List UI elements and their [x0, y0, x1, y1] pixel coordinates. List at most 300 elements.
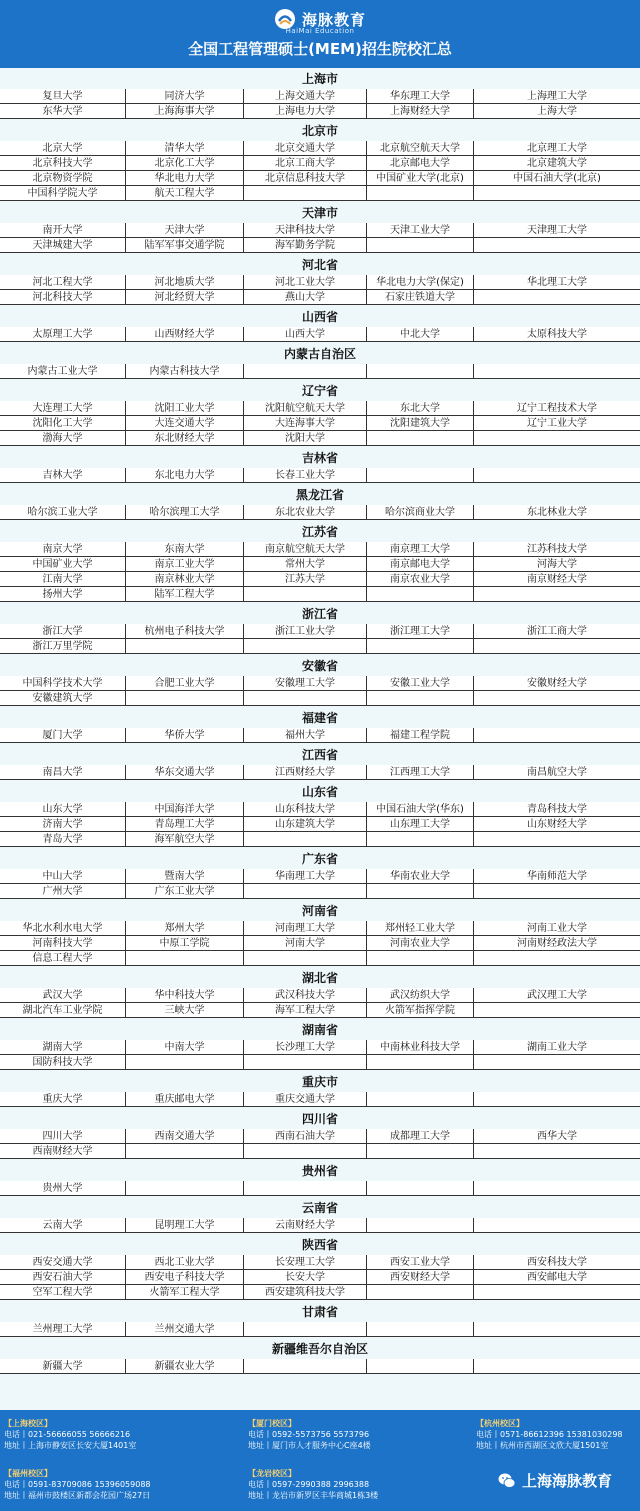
- school-cell: 东北大学: [367, 401, 473, 416]
- table-divider: [473, 364, 474, 379]
- school-cell: 重庆大学: [0, 1092, 125, 1107]
- empty-cell: [367, 587, 473, 602]
- school-cell: 辽宁工业大学: [474, 416, 640, 431]
- table-divider: [366, 921, 367, 966]
- office-name: 【上海校区】: [4, 1419, 52, 1428]
- school-cell: 华北水利水电大学: [0, 921, 125, 936]
- table-divider: [366, 141, 367, 201]
- table-divider: [366, 505, 367, 520]
- table-divider: [366, 1040, 367, 1070]
- school-cell: 济南大学: [0, 817, 125, 832]
- school-cell: 海军工程大学: [244, 1003, 366, 1018]
- school-cell: 南京财经大学: [474, 572, 640, 587]
- table-divider: [366, 364, 367, 379]
- school-cell: 暨南大学: [126, 869, 243, 884]
- school-cell: 兰州交通大学: [126, 1322, 243, 1337]
- table-divider: [473, 1092, 474, 1107]
- school-cell: 北京交通大学: [244, 141, 366, 156]
- wechat-icon: [498, 1472, 516, 1490]
- table-divider: [473, 676, 474, 706]
- region-header: 内蒙古自治区: [283, 347, 356, 361]
- table-divider: [366, 1322, 367, 1337]
- school-cell: 火箭军指挥学院: [367, 1003, 473, 1018]
- table-divider: [473, 869, 474, 899]
- empty-cell: [367, 1285, 473, 1300]
- empty-cell: [474, 951, 640, 966]
- empty-cell: [367, 1359, 473, 1374]
- school-cell: 大连交通大学: [126, 416, 243, 431]
- table-divider: [125, 364, 126, 379]
- school-cell: 西安交通大学: [0, 1255, 125, 1270]
- table-divider: [366, 869, 367, 899]
- school-cell: 安徽理工大学: [244, 676, 366, 691]
- region-header: 山东省: [301, 785, 338, 799]
- school-cell: 陆军工程大学: [126, 587, 243, 602]
- empty-cell: [367, 884, 473, 899]
- school-cell: 青岛理工大学: [126, 817, 243, 832]
- table-divider: [473, 1181, 474, 1196]
- school-cell: 浙江万里学院: [0, 639, 125, 654]
- table-divider: [473, 327, 474, 342]
- empty-cell: [474, 639, 640, 654]
- empty-cell: [367, 1055, 473, 1070]
- school-cell: 武汉纺织大学: [367, 988, 473, 1003]
- office-name: 【龙岩校区】: [248, 1469, 296, 1478]
- table-divider: [366, 1218, 367, 1233]
- school-cell: 西安建筑科技大学: [244, 1285, 366, 1300]
- region-header: 浙江省: [301, 607, 338, 621]
- school-cell: 中国科学院大学: [0, 186, 125, 201]
- school-cell: 广东工业大学: [126, 884, 243, 899]
- school-cell: 大连理工大学: [0, 401, 125, 416]
- school-cell: 沈阳大学: [244, 431, 366, 446]
- school-cell: 福建工程学院: [367, 728, 473, 743]
- school-cell: 西安工业大学: [367, 1255, 473, 1270]
- table-divider: [473, 1218, 474, 1233]
- school-cell: 东华大学: [0, 104, 125, 119]
- school-cell: 西安石油大学: [0, 1270, 125, 1285]
- school-cell: 新疆大学: [0, 1359, 125, 1374]
- table-divider: [366, 765, 367, 780]
- school-cell: 江苏科技大学: [474, 542, 640, 557]
- school-cell: 武汉大学: [0, 988, 125, 1003]
- school-cell: 常州大学: [244, 557, 366, 572]
- table-divider: [243, 1181, 244, 1196]
- empty-cell: [367, 468, 473, 483]
- school-cell: 中国矿业大学(北京): [367, 171, 473, 186]
- table-divider: [125, 1359, 126, 1374]
- office-name: 【厦门校区】: [248, 1419, 296, 1428]
- table-divider: [125, 765, 126, 780]
- school-cell: 三峡大学: [126, 1003, 243, 1018]
- school-cell: 太原理工大学: [0, 327, 125, 342]
- table-divider: [473, 1040, 474, 1070]
- school-cell: 新疆农业大学: [126, 1359, 243, 1374]
- header-banner: [0, 0, 640, 68]
- empty-cell: [367, 186, 473, 201]
- empty-cell: [474, 1285, 640, 1300]
- table-divider: [243, 89, 244, 119]
- school-cell: 北京工商大学: [244, 156, 366, 171]
- empty-cell: [367, 691, 473, 706]
- table-divider: [473, 1255, 474, 1300]
- empty-cell: [244, 1144, 366, 1159]
- school-cell: 华南师范大学: [474, 869, 640, 884]
- table-divider: [473, 275, 474, 305]
- empty-cell: [474, 1055, 640, 1070]
- table-divider: [366, 401, 367, 446]
- school-cell: 河北工业大学: [244, 275, 366, 290]
- school-cell: 浙江大学: [0, 624, 125, 639]
- school-cell: 江南大学: [0, 572, 125, 587]
- table-divider: [125, 401, 126, 446]
- table-divider: [366, 275, 367, 305]
- table-divider: [125, 223, 126, 253]
- table-divider: [243, 327, 244, 342]
- school-cell: 河海大学: [474, 557, 640, 572]
- school-cell: 河南科技大学: [0, 936, 125, 951]
- table-divider: [125, 1092, 126, 1107]
- table-divider: [366, 1181, 367, 1196]
- region-header: 重庆市: [301, 1075, 338, 1089]
- school-cell: 天津大学: [126, 223, 243, 238]
- office-address: 地址丨龙岩市新罗区丰华商城1栋3楼: [248, 1491, 379, 1500]
- school-cell: 山西财经大学: [126, 327, 243, 342]
- school-cell: 合肥工业大学: [126, 676, 243, 691]
- table-divider: [243, 869, 244, 899]
- table-divider: [366, 1255, 367, 1300]
- footer: [0, 1410, 640, 1511]
- table-divider: [125, 89, 126, 119]
- table-divider: [473, 1129, 474, 1159]
- empty-cell: [244, 1322, 366, 1337]
- table-divider: [125, 921, 126, 966]
- table-divider: [125, 728, 126, 743]
- table-divider: [366, 802, 367, 847]
- table-divider: [473, 542, 474, 602]
- school-cell: 沈阳建筑大学: [367, 416, 473, 431]
- school-cell: 长安理工大学: [244, 1255, 366, 1270]
- region-header: 湖南省: [301, 1023, 338, 1037]
- school-cell: 南京农业大学: [367, 572, 473, 587]
- school-cell: 武汉理工大学: [474, 988, 640, 1003]
- empty-cell: [244, 832, 366, 847]
- region-header: 山西省: [301, 310, 338, 324]
- table-divider: [125, 1255, 126, 1300]
- school-cell: 太原科技大学: [474, 327, 640, 342]
- school-cell: 山东理工大学: [367, 817, 473, 832]
- school-cell: 西安科技大学: [474, 1255, 640, 1270]
- empty-cell: [244, 884, 366, 899]
- empty-cell: [474, 431, 640, 446]
- empty-cell: [367, 951, 473, 966]
- empty-cell: [244, 639, 366, 654]
- school-cell: 北京理工大学: [474, 141, 640, 156]
- school-cell: 上海电力大学: [244, 104, 366, 119]
- region-header: 江西省: [301, 748, 338, 762]
- table-divider: [473, 401, 474, 446]
- table-divider: [243, 141, 244, 201]
- school-cell: 河南理工大学: [244, 921, 366, 936]
- office-address: 地址丨杭州市西湖区文欣大厦1501室: [476, 1441, 609, 1450]
- empty-cell: [126, 639, 243, 654]
- empty-cell: [126, 1181, 243, 1196]
- table-divider: [366, 1129, 367, 1159]
- empty-cell: [244, 1359, 366, 1374]
- table-divider: [125, 468, 126, 483]
- office-phone: 电话丨0597-2990388 2996388: [248, 1480, 370, 1489]
- school-cell: 中国科学技术大学: [0, 676, 125, 691]
- school-cell: 内蒙古工业大学: [0, 364, 125, 379]
- school-cell: 东北林业大学: [474, 505, 640, 520]
- school-cell: 陆军军事交通学院: [126, 238, 243, 253]
- page-title: 全国工程管理硕士(MEM)招生院校汇总: [188, 40, 452, 58]
- school-cell: 湖南工业大学: [474, 1040, 640, 1055]
- school-cell: 安徽财经大学: [474, 676, 640, 691]
- office-name: 【杭州校区】: [476, 1419, 524, 1428]
- table-divider: [473, 141, 474, 201]
- school-cell: 西安电子科技大学: [126, 1270, 243, 1285]
- region-header: 上海市: [301, 72, 338, 86]
- empty-cell: [474, 728, 640, 743]
- school-cell: 火箭军工程大学: [126, 1285, 243, 1300]
- school-cell: 辽宁工程技术大学: [474, 401, 640, 416]
- region-header: 湖北省: [301, 971, 338, 985]
- table-divider: [125, 1129, 126, 1159]
- school-cell: 湖南大学: [0, 1040, 125, 1055]
- office-phone: 电话丨0591-83709086 15396059088: [4, 1480, 151, 1489]
- school-cell: 云南财经大学: [244, 1218, 366, 1233]
- empty-cell: [367, 832, 473, 847]
- table-divider: [243, 624, 244, 654]
- table-divider: [125, 1040, 126, 1070]
- school-cell: 华北电力大学(保定): [367, 275, 473, 290]
- school-cell: 海军勤务学院: [244, 238, 366, 253]
- school-cell: 河北地质大学: [126, 275, 243, 290]
- school-cell: 沈阳工业大学: [126, 401, 243, 416]
- school-cell: 中北大学: [367, 327, 473, 342]
- school-cell: 北京大学: [0, 141, 125, 156]
- school-cell: 南开大学: [0, 223, 125, 238]
- school-cell: 浙江理工大学: [367, 624, 473, 639]
- school-cell: 江西理工大学: [367, 765, 473, 780]
- empty-cell: [126, 951, 243, 966]
- table-divider: [366, 728, 367, 743]
- school-cell: 燕山大学: [244, 290, 366, 305]
- school-cell: 西安财经大学: [367, 1270, 473, 1285]
- table-divider: [473, 624, 474, 654]
- school-cell: 贵州大学: [0, 1181, 125, 1196]
- table-divider: [366, 89, 367, 119]
- school-cell: 石家庄铁道大学: [367, 290, 473, 305]
- table-divider: [125, 624, 126, 654]
- table-divider: [243, 1092, 244, 1107]
- school-cell: 昆明理工大学: [126, 1218, 243, 1233]
- school-cell: 河南大学: [244, 936, 366, 951]
- region-header: 河北省: [301, 258, 338, 272]
- school-cell: 武汉科技大学: [244, 988, 366, 1003]
- empty-cell: [474, 884, 640, 899]
- empty-cell: [126, 1055, 243, 1070]
- school-cell: 南京理工大学: [367, 542, 473, 557]
- school-cell: 空军工程大学: [0, 1285, 125, 1300]
- school-cell: 华中科技大学: [126, 988, 243, 1003]
- school-cell: 北京科技大学: [0, 156, 125, 171]
- school-cell: 厦门大学: [0, 728, 125, 743]
- school-cell: 长沙理工大学: [244, 1040, 366, 1055]
- empty-cell: [474, 587, 640, 602]
- school-cell: 同济大学: [126, 89, 243, 104]
- school-cell: 国防科技大学: [0, 1055, 125, 1070]
- school-cell: 西北工业大学: [126, 1255, 243, 1270]
- region-header: 贵州省: [301, 1164, 338, 1178]
- table-divider: [243, 728, 244, 743]
- school-cell: 北京邮电大学: [367, 156, 473, 171]
- brand: [498, 1470, 612, 1491]
- logo-text: 海脉教育: [301, 10, 366, 29]
- office-fuzhou: [4, 1468, 151, 1501]
- school-cell: 大连海事大学: [244, 416, 366, 431]
- empty-cell: [367, 1181, 473, 1196]
- table-divider: [473, 468, 474, 483]
- school-cell: 四川大学: [0, 1129, 125, 1144]
- office-address: 地址丨福州市鼓楼区新都会花园广场27日: [4, 1491, 151, 1500]
- table-divider: [473, 921, 474, 966]
- region-header: 黑龙江省: [295, 488, 344, 502]
- school-cell: 重庆邮电大学: [126, 1092, 243, 1107]
- school-cell: 南京航空航天大学: [244, 542, 366, 557]
- table-divider: [473, 802, 474, 847]
- school-cell: 南京邮电大学: [367, 557, 473, 572]
- school-cell: 哈尔滨工业大学: [0, 505, 125, 520]
- table-divider: [366, 1092, 367, 1107]
- empty-cell: [474, 1003, 640, 1018]
- school-cell: 山东科技大学: [244, 802, 366, 817]
- table-divider: [243, 401, 244, 446]
- table-divider: [125, 542, 126, 602]
- empty-cell: [474, 1218, 640, 1233]
- empty-cell: [367, 639, 473, 654]
- school-cell: 西华大学: [474, 1129, 640, 1144]
- school-cell: 华东理工大学: [367, 89, 473, 104]
- school-cell: 哈尔滨商业大学: [367, 505, 473, 520]
- region-header: 河南省: [301, 904, 338, 918]
- table-divider: [125, 676, 126, 706]
- table-divider: [473, 1322, 474, 1337]
- empty-cell: [474, 290, 640, 305]
- school-cell: 郑州轻工业大学: [367, 921, 473, 936]
- table-divider: [125, 505, 126, 520]
- empty-cell: [474, 1181, 640, 1196]
- table-divider: [243, 802, 244, 847]
- empty-cell: [244, 1181, 366, 1196]
- school-cell: 沈阳化工大学: [0, 416, 125, 431]
- school-cell: 中国海洋大学: [126, 802, 243, 817]
- table-divider: [243, 275, 244, 305]
- table-divider: [243, 468, 244, 483]
- table-divider: [366, 223, 367, 253]
- empty-cell: [367, 364, 473, 379]
- school-cell: 西南交通大学: [126, 1129, 243, 1144]
- office-hangzhou: [476, 1418, 623, 1451]
- office-phone: 电话丨0592-5573756 5573796: [248, 1430, 370, 1439]
- empty-cell: [244, 691, 366, 706]
- school-cell: 内蒙古科技大学: [126, 364, 243, 379]
- school-cell: 渤海大学: [0, 431, 125, 446]
- school-cell: 浙江工商大学: [474, 624, 640, 639]
- table-divider: [125, 275, 126, 305]
- school-cell: 北京物资学院: [0, 171, 125, 186]
- school-cell: 江西财经大学: [244, 765, 366, 780]
- school-cell: 江苏大学: [244, 572, 366, 587]
- school-cell: 上海交通大学: [244, 89, 366, 104]
- school-cell: 东北电力大学: [126, 468, 243, 483]
- school-cell: 上海海事大学: [126, 104, 243, 119]
- table-divider: [473, 1359, 474, 1374]
- table-divider: [366, 542, 367, 602]
- region-header: 天津市: [301, 206, 338, 220]
- school-cell: 成都理工大学: [367, 1129, 473, 1144]
- table-divider: [125, 802, 126, 847]
- school-cell: 山东大学: [0, 802, 125, 817]
- empty-cell: [474, 1322, 640, 1337]
- table-divider: [243, 1359, 244, 1374]
- empty-cell: [244, 364, 366, 379]
- region-header: 福建省: [301, 711, 338, 725]
- school-cell: 华东交通大学: [126, 765, 243, 780]
- school-cell: 东南大学: [126, 542, 243, 557]
- school-cell: 云南大学: [0, 1218, 125, 1233]
- region-header: 四川省: [301, 1112, 338, 1126]
- school-cell: 西安邮电大学: [474, 1270, 640, 1285]
- school-cell: 山东财经大学: [474, 817, 640, 832]
- table-divider: [243, 223, 244, 253]
- empty-cell: [126, 691, 243, 706]
- table-divider: [125, 141, 126, 201]
- school-cell: 安徽建筑大学: [0, 691, 125, 706]
- table-divider: [125, 988, 126, 1018]
- empty-cell: [474, 1359, 640, 1374]
- table-divider: [243, 676, 244, 706]
- school-cell: 中山大学: [0, 869, 125, 884]
- table-divider: [243, 1255, 244, 1300]
- school-cell: 中国矿业大学: [0, 557, 125, 572]
- school-cell: 西南财经大学: [0, 1144, 125, 1159]
- empty-cell: [474, 832, 640, 847]
- school-cell: 上海理工大学: [474, 89, 640, 104]
- empty-cell: [367, 1144, 473, 1159]
- empty-cell: [474, 468, 640, 483]
- school-cell: 北京信息科技大学: [244, 171, 366, 186]
- region-header: 广东省: [301, 852, 338, 866]
- table-divider: [366, 988, 367, 1018]
- table-divider: [125, 1181, 126, 1196]
- school-cell: 信息工程大学: [0, 951, 125, 966]
- empty-cell: [474, 1144, 640, 1159]
- school-table: [0, 68, 640, 1410]
- school-cell: 河南农业大学: [367, 936, 473, 951]
- table-divider: [473, 223, 474, 253]
- office-shanghai: [4, 1418, 136, 1451]
- school-cell: 中南大学: [126, 1040, 243, 1055]
- table-divider: [473, 765, 474, 780]
- office-name: 【福州校区】: [4, 1469, 52, 1478]
- region-header: 江苏省: [301, 525, 338, 539]
- table-divider: [366, 1359, 367, 1374]
- table-divider: [125, 327, 126, 342]
- table-divider: [243, 1040, 244, 1070]
- school-cell: 天津理工大学: [474, 223, 640, 238]
